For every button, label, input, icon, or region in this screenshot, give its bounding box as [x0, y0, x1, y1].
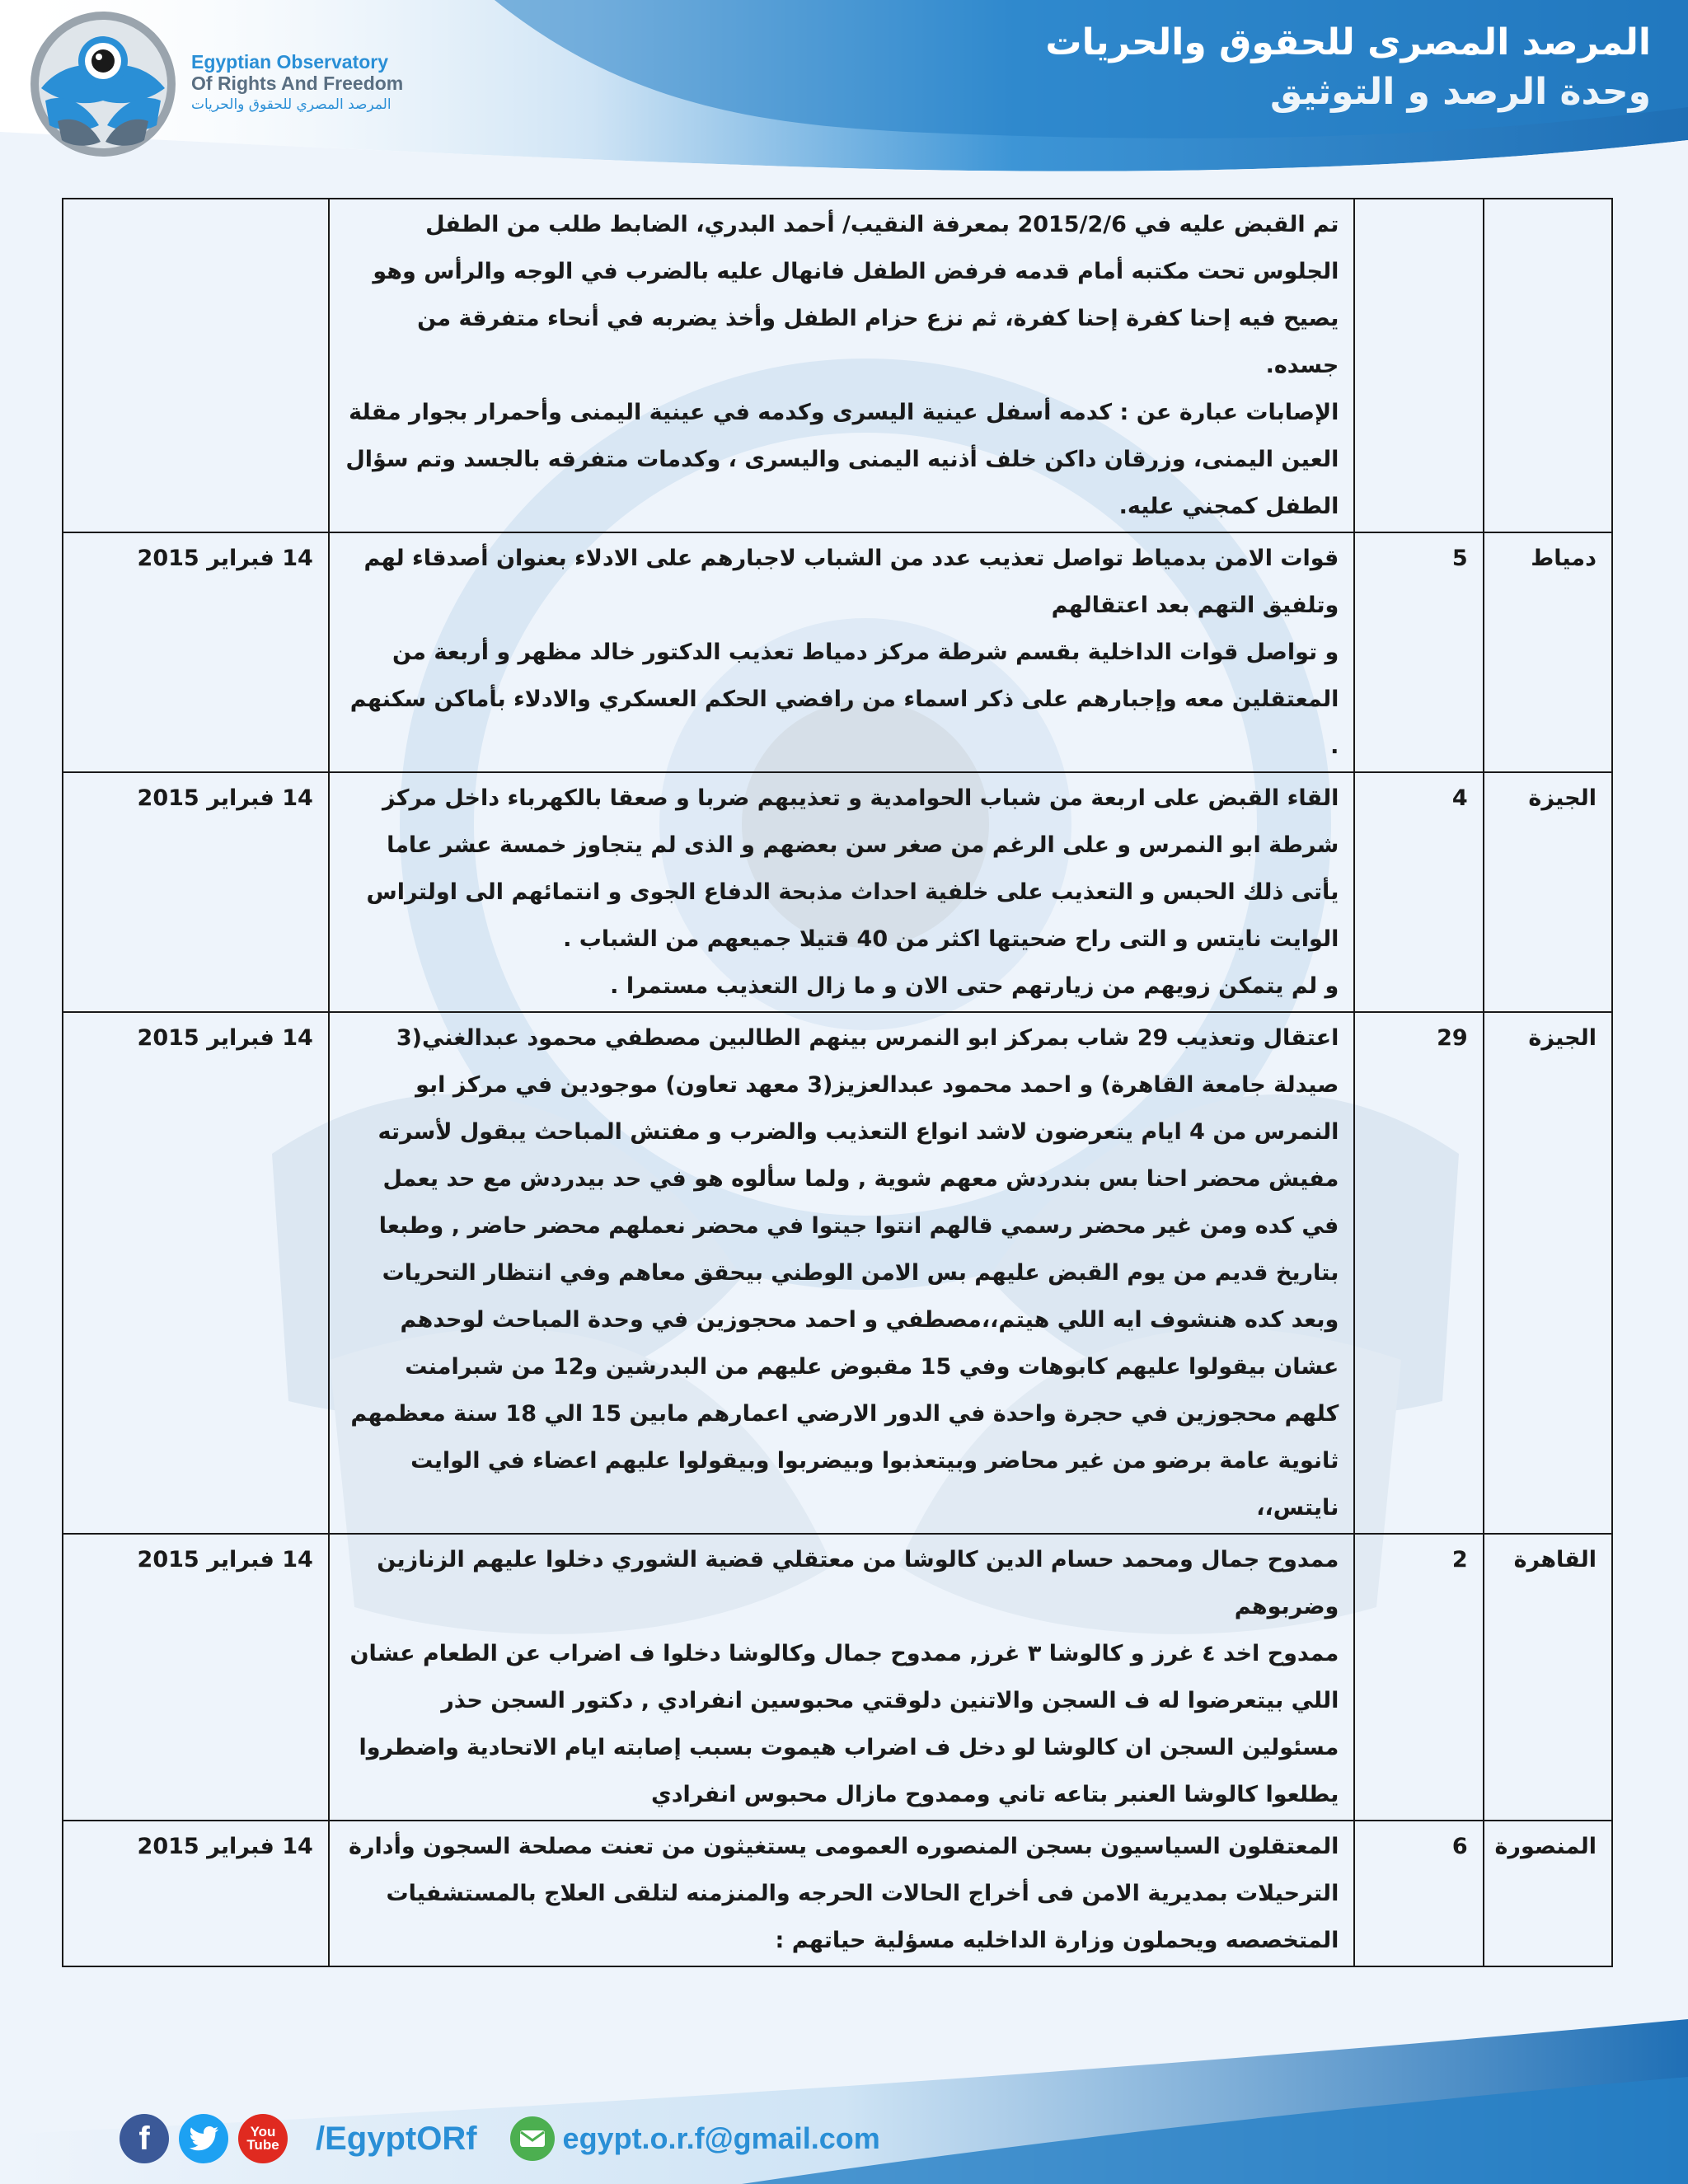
date-cell: 14 فبراير 2015: [63, 772, 329, 1012]
description-cell: [329, 772, 1355, 1012]
violations-table: [62, 198, 1613, 1967]
description-paragraph: تم القبض عليه في 2015/2/6 بمعرفة النقيب/ أحمد البدري، الضابط طلب من الطفل الجلوس تحت مكتبه أمام قدمه فرفض الطفل فانهال عليه بالضرب في الوجه والرأس وهو يصيح فيه إحنا كفرة إحنا كفرة، ثم نزع حزام الطفل وأخذ يضربه في أنحاء متفرقة من جسده.: [373, 212, 1339, 378]
twitter-bird-icon: [189, 2126, 218, 2151]
date-cell: 14 فبراير 2015: [63, 1821, 329, 1966]
twitter-icon[interactable]: [179, 2114, 228, 2163]
table-row: [63, 1821, 1612, 1966]
victim-count-cell: 4: [1354, 772, 1483, 1012]
footer-contacts: [120, 2111, 880, 2166]
description-cell: [329, 1012, 1355, 1534]
description-paragraph: اعتقال وتعذيب 29 شاب بمركز ابو النمرس بينهم الطالبين مصطفي محمود عبدالغني(3 صيدلة جامعة القاهرة) و احمد محمود عبدالعزيز(3 معهد تعاون) موجودين في مركز ابو النمرس من 4 ايام يتعرضون لاشد انواع التعذيب والضرب و مفتش المباحث يبقول لأسرته مفيش محضر احنا بس بندردش معهم شوية , ولما سألوه هو في حد بيدردش مع حد يعمل في كده ومن غير محضر رسمي قالهم انتوا جيتوا في محضر نعملهم محضر حاضر , وطبعا بتاريخ قديم من يوم القبض عليهم بس الامن الوطني بيحقق معاهم وفي انتظار التحريات وبعد كده هنشوف ايه اللي هيتم،،مصطفي و احمد محجوزين في وحدة المباحث لوحدهم عشان بيقولوا عليهم كابوهات وفي 15 مقبوض عليهم من البدرشين و12 من شبرامنت كلهم محجوزين في حجرة واحدة في الدور الارضي اعمارهم مابين 15 الي 18 سنة معظمهم ثانوية عامة برضو من غير محاضر وبيتعذبوا وبيضربوا وبيقولوا عليهم اعضاء في الوايت نايتس،،: [350, 1025, 1339, 1521]
description-paragraph: القاء القبض على اربعة من شباب الحوامدية و تعذيبهم ضربا و صعقا بالكهرباء داخل مركز شرطة ابو النمرس و على الرغم من صغر سن بعضهم و الذى لم يتجاوز خمسة عشر عاما يأتى ذلك الحبس و التعذيب على خلفية احداث مذبحة الدفاع الجوى و انتمائهم الى اولتراس الوايت نايتس و التى راح ضحيتها اكثر من 40 قتيلا جميعهم من الشباب .: [366, 785, 1339, 952]
organization-logo: [25, 10, 412, 158]
logo-english-line1: Egyptian Observatory: [191, 51, 389, 73]
table-row: [63, 1534, 1612, 1821]
header-titles: [1045, 18, 1651, 117]
email-address[interactable]: egypt.o.r.f@gmail.com: [562, 2121, 880, 2155]
youtube-icon[interactable]: [238, 2114, 288, 2163]
date-cell: [63, 199, 329, 532]
youtube-label-you: You: [250, 2124, 276, 2139]
table-row: [63, 532, 1612, 772]
table-row: [63, 1012, 1612, 1534]
eye-hands-logo-icon: [25, 10, 181, 158]
governorate-cell: [1484, 199, 1612, 532]
date-cell: 14 فبراير 2015: [63, 532, 329, 772]
description-paragraph: و تواصل قوات الداخلية بقسم شرطة مركز دمياط تعذيب الدكتور خالد مظهر و أربعة من المعتقلين معه وإجبارهم على ذكر اسماء من رافضي الحكم العسكري والادلاء بأماكن سكنهم .: [349, 640, 1339, 759]
description-cell: [329, 1534, 1355, 1821]
email-icon: [510, 2116, 555, 2161]
youtube-label-tube: Tube: [246, 2137, 279, 2153]
description-cell: [329, 1821, 1355, 1966]
date-cell: 14 فبراير 2015: [63, 1012, 329, 1534]
description-paragraph: قوات الامن بدمياط تواصل تعذيب عدد من الشباب لاجبارهم على الادلاء بعنوان أصدقاء لهم وتلفيق التهم بعد اعتقالهم: [363, 546, 1339, 618]
governorate-cell: الجيزة: [1484, 1012, 1612, 1534]
facebook-icon[interactable]: f: [120, 2114, 169, 2163]
date-cell: 14 فبراير 2015: [63, 1534, 329, 1821]
description-paragraph: الإصابات عبارة عن : كدمه أسفل عينية اليسرى وكدمه في عينية اليمنى وأحمرار بجوار مقلة العين اليمنى، وزرقان داكن خلف أذنيه اليمنى واليسرى ، وكدمات متفرقه بالجسد وتم سؤال الطفل كمجني عليه.: [345, 400, 1339, 519]
description-paragraph: و لم يتمكن زويهم من زيارتهم حتى الان و ما زال التعذيب مستمرا .: [610, 973, 1339, 999]
table-row: [63, 199, 1612, 532]
governorate-cell: دمياط: [1484, 532, 1612, 772]
logo-arabic: المرصد المصري للحقوق والحريات: [191, 96, 392, 113]
logo-text: [191, 51, 403, 115]
description-paragraph: المعتقلون السياسيون بسجن المنصوره العمومى يستغيثون من تعنت مصلحة السجون وأدارة الترحيلات بمديرية الامن فى أخراج الحالات الحرجه والمنزمنه لتلقى العلاج بالمستشفيات المتخصصه ويحملون وزارة الداخليه مسؤلية حياتهم :: [349, 1834, 1339, 1953]
governorate-cell: المنصورة: [1484, 1821, 1612, 1966]
description-paragraph: ممدوح اخد ٤ غرز و كالوشا ٣ غرز, ممدوح جمال وكالوشا دخلوا ف اضراب عن الطعام عشان اللي بيتعرضوا له ف السجن والاتنين دلوقتي محبوسين انفرادي , دكتور السجن حذر مسئولين السجن ان كالوشا لو دخل ف اضراب هيموت بسبب إصابته ايام الاتحادية واضطروا يطلعوا كالوشا العنبر بتاعه تاني وممدوح مازال محبوس انفرادي: [349, 1641, 1339, 1807]
unit-title: وحدة الرصد و التوثيق: [1270, 71, 1651, 113]
violations-table-body: [63, 199, 1612, 1966]
organization-title: المرصد المصرى للحقوق والحريات: [1045, 21, 1651, 63]
description-cell: [329, 199, 1355, 532]
table-row: [63, 772, 1612, 1012]
description-paragraph: ممدوح جمال ومحمد حسام الدين كالوشا من معتقلي قضية الشوري دخلوا عليهم الزنازين وضربوهم: [377, 1547, 1339, 1619]
victim-count-cell: [1354, 199, 1483, 532]
victim-count-cell: 5: [1354, 532, 1483, 772]
social-handle[interactable]: /EgyptORf: [316, 2120, 477, 2157]
victim-count-cell: 6: [1354, 1821, 1483, 1966]
governorate-cell: الجيزة: [1484, 772, 1612, 1012]
logo-english-line2: Of Rights And Freedom: [191, 73, 404, 94]
victim-count-cell: 2: [1354, 1534, 1483, 1821]
description-cell: [329, 532, 1355, 772]
governorate-cell: القاهرة: [1484, 1534, 1612, 1821]
envelope-icon: [519, 2130, 546, 2148]
victim-count-cell: 29: [1354, 1012, 1483, 1534]
